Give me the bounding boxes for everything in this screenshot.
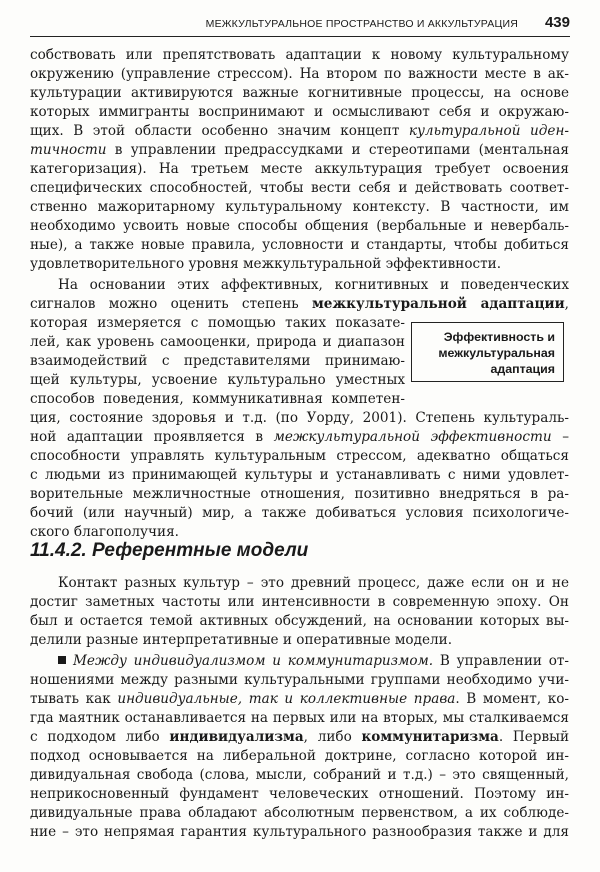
text-line: которых иммигранты воспринимают и осмысливают себя и окружаю- (30, 104, 569, 120)
text-line: с людьми из принимающей культуры и устанавливать с ними удовлет- (30, 467, 569, 483)
text-line (30, 122, 569, 141)
bold-term: индивидуализма (169, 729, 304, 745)
text-line: На основании этих аффективных, когнитивных и поведенческих (58, 277, 569, 293)
text-line: дивидуальные права обладают абсолютным первенством, а их соблюде- (30, 805, 569, 821)
text-line: был и остается темой активных обсуждений, на основании которых вы- (30, 613, 569, 629)
text-line (30, 690, 569, 709)
text-line: ношениями между разными культуральными группами необходимо учи- (30, 672, 569, 688)
text-line: ственно мажоритарному культуральному контексту. В частности, им (30, 199, 569, 215)
text-line: ворительные межличностные отношения, позитивно внедряться в ра- (30, 486, 569, 502)
text-run: – (551, 429, 569, 445)
text-run: с подходом либо (30, 729, 170, 745)
text-line: ние – это непрямая гарантия культурального разнообразия также и для (30, 824, 569, 840)
text-line (30, 295, 569, 314)
text-line: которая измеряется с помощью таких показате- (30, 315, 405, 331)
text-line: окружению (управление стрессом). На втором по важности месте в ак- (30, 66, 569, 82)
italic-term: тичности (30, 142, 107, 158)
bullet-square-icon (58, 656, 66, 664)
bold-term: межкультуральной адаптации (312, 296, 565, 312)
italic-term: культуральной иден- (408, 123, 569, 139)
text-run: тывать как (30, 691, 118, 707)
text-line: Контакт разных культур – это древний процесс, даже если он и не (58, 575, 569, 591)
text-run: . В момент, ко- (455, 691, 569, 707)
italic-term: Между индивидуализмом и коммунитаризмом. (73, 653, 434, 669)
text-run: щих. В этой области особенно значим концепт (30, 123, 409, 139)
running-header (30, 10, 570, 37)
margin-note-line: Эффективность и (443, 330, 555, 344)
italic-term: индивидуальные, так и коллективные права (117, 691, 456, 707)
text-run: В управлении от- (433, 653, 569, 669)
text-line: лей, как уровень самооценки, природа и диапазон (30, 334, 405, 350)
text-run: в управлении предрассудками и стереотипами (ментальная (106, 142, 569, 158)
text-line (30, 428, 569, 447)
text-line: способности управлять культуральным стрессом, адекватно общаться (30, 448, 569, 464)
text-line: щей культуры, усвоение культурально уместных (30, 372, 405, 388)
text-line: ные), а также новые правила, условности и стандарты, чтобы добиться (30, 237, 569, 253)
text-line: взаимодействий с представителями принимаю- (30, 353, 405, 369)
text-line: достиг заметных частоты или интенсивности в современную эпоху. Он (30, 594, 569, 610)
text-line: специфических способностей, чтобы вести себя и действовать соответ- (30, 180, 569, 196)
text-line (58, 652, 569, 671)
text-line (30, 728, 569, 747)
text-run: , (564, 296, 569, 312)
page-number: 439 (544, 14, 570, 31)
text-line (30, 141, 569, 160)
text-line: подход основывается на либеральной доктрине, согласно которой ин- (30, 748, 569, 764)
text-line: способов поведения, коммуникативная компетен- (30, 391, 405, 407)
text-run: ной адаптации проявляется в (30, 429, 274, 445)
bold-term: коммунитаризма (361, 729, 499, 745)
margin-note-box (411, 322, 564, 382)
running-title: МЕЖКУЛЬТУРАЛЬНОЕ ПРОСТРАНСТВО И АККУЛЬТУРАЦИЯ (205, 18, 518, 30)
text-line: бочий (или научный) мир, а также добиваться условия психологиче- (30, 505, 569, 521)
text-run: . Первый (498, 729, 570, 745)
text-line: удовлетворительного уровня межкультуральной эффективности. (30, 256, 502, 272)
text-line: ского благополучия. (30, 524, 179, 540)
text-line: неприкосновенный фундамент человеческих отношений. Поэтому ин- (30, 786, 569, 802)
italic-term: межкультуральной эффективности (273, 429, 552, 445)
text-line: делили разные интерпретативные и оперативные модели. (30, 632, 453, 648)
section-heading: 11.4.2. Референтные модели (30, 540, 309, 561)
margin-note-line: адаптация (490, 362, 555, 376)
text-line: культурации активируются важные когнитивные процессы, на основе (30, 85, 569, 101)
text-line: категоризация). На третьем месте аккультурация требует освоения (30, 161, 569, 177)
text-line: необходимо усвоить новые способы общения (вербальные и невербаль- (30, 218, 569, 234)
text-run: сигналов можно оценить степень (30, 296, 312, 312)
margin-note-line: межкультуральная (438, 346, 555, 360)
text-line: гда маятник останавливается на первых или на вторых, мы сталкиваемся (30, 710, 569, 726)
text-line: ция, состояние здоровья и т.д. (по Уорду, 2001). Степень культураль- (30, 410, 569, 426)
text-line: дивидуальная свобода (слова, мысли, собраний и т.д.) – это священный, (30, 767, 569, 783)
text-run: , либо (303, 729, 362, 745)
text-line: собствовать или препятствовать адаптации к новому культуральному (30, 47, 569, 63)
